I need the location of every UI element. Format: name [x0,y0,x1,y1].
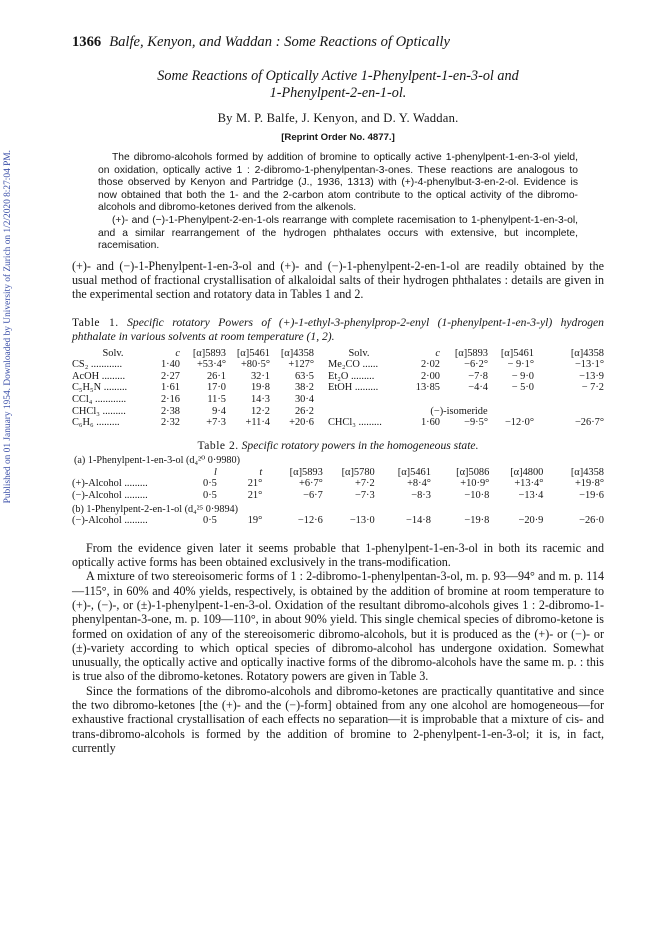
body-paragraph: A mixture of two stereoisomeric forms of 1 : 2-dibromo-1-phenylpentan-3-ol, m. p. 93—94° and m. p. 114—115°, in 60% and 40% yields, respectively, is obtained by the addition of bromine at room temperature to (+)-, (−)-, or (±)-1-phenylpent-1-en-3-ol. Oxidation of the resultant dibromo-alcohols gives 1 : 2-dibromo-1-phenylpentan-3-one, m. p. 109—110°, in about 90% yield. This single chemical species of dibromo-ketone is formed on oxidation of any of the stereoisomeric dibromo-alcohols, but it is produced as the (+)- or (−)- or (±)-variety according to which optical species of dibromo-alcohol has undergone oxidation. Somewhat unusually, the optically active and optically inactive forms of the dibromo-alcohols have the same m. p. : this is true also of the dibromo-ketones. Rotatory powers are given in Table 3. [72,569,604,684]
table-cell: Me₂CO ...... [328,359,379,371]
running-head [72,34,604,51]
table1-header: [α]5461 [236,347,270,359]
table-cell: C₆H₆ ......... [72,417,120,429]
table-cell: − 7·2 [581,382,604,394]
table1-header: [α]5893 [454,347,488,359]
table-cell: AcOH ......... [72,370,126,382]
body-paragraph: From the evidence given later it seems probable that 1-phenylpent-1-en-3-ol in both its racemic and optically active forms has been obtained exclusively in the trans-modification. [72,540,604,570]
table1-label: Table 1. [72,315,119,329]
table-cell: 13·85 [415,382,440,394]
table-cell: +11·4 [245,417,270,429]
table-cell: −13·1° [574,359,604,371]
table2-section-a: (a) 1-Phenylpent-1-en-3-ol (d₄²⁰ 0·9980) [74,454,240,466]
table1-header: [α]5461 [500,347,534,359]
table-cell: 11·5 [207,394,226,406]
table-cell: −13·0 [349,515,375,527]
table-cell: −6·2° [464,359,488,371]
table-cell: −26·7° [574,417,604,429]
body-paragraph: Since the formations of the dibromo-alcohols and dibromo-ketones are practically quantitative and since the two dibromo-ketones [the (+)- and the (−)-form] obtained from any one alcohol are homogeneous—for exhaustive fractional crystallisation of each effects no separation—it is improbable that a mixture of cis- and trans-dibromo-alcohols is formed by the addition of bromine to 2-phenylpent-1-en-3-ol; it is, in fact, currently [72,683,604,755]
table-cell: 14·3 [250,394,270,406]
table-cell: 2·00 [420,370,440,382]
table1-caption-text: Specific rotatory Powers of (+)-1-ethyl-3-phenylprop-2-enyl (1-phenylpent-1-en-3-yl) hydrogen phthalate in various solvents at room temperature (1, 2). [72,315,604,343]
table-cell: CHCl₃ ......... [328,417,382,429]
table-cell: 26·1 [206,370,226,382]
intro-section [72,259,604,302]
table1-header: Solv. [348,347,370,359]
table-cell: CCl₄ ............ [72,394,127,406]
table-cell: 38·2 [294,382,314,394]
table-cell: −7·8 [468,370,488,382]
table-row [72,371,604,383]
table2-header: [α]5086 [456,466,490,478]
table2-header: [α]5893 [289,466,323,478]
intro-paragraph: (+)- and (−)-1-Phenylpent-1-en-3-ol and (+)- and (−)-1-phenylpent-2-en-1-ol are readily obtained by the usual method of fractional crystallisation of alkaloidal salts of their hydrogen phthalates : details are given in the experimental section and rotatory data in Tables 1 and 2. [72,258,604,302]
reprint-order: [Reprint Order No. 4877.] [281,132,395,143]
table-cell: −13·4 [518,489,544,501]
table-cell: 1·61 [160,382,180,394]
table-cell: 9·4 [212,405,226,417]
table-cell: −12·0° [504,417,534,429]
table1-header: c [435,347,440,359]
table-cell: 19° [247,515,263,527]
table-cell: 21° [247,489,263,501]
isomeride-label: (−)-isomeride [430,405,488,417]
table-cell: −26·0 [579,515,604,527]
table2-header: [α]4358 [570,466,604,478]
table1-header: Solv. [102,347,124,359]
table-row [72,417,604,429]
article-title [72,68,604,102]
page-number: 1366 [72,34,102,50]
table-cell: CS₂ ............ [72,359,123,371]
table-cell: +53·4° [196,359,226,371]
table2-section-b: (b) 1-Phenylpent-2-en-1-ol (d₄²⁵ 0·9894) [72,503,239,515]
table1-header-row [72,348,604,360]
table-cell: +8·4° [407,478,431,490]
table-cell: +127° [288,359,314,371]
running-title: Balfe, Kenyon, and Waddan : Some Reactions of Optically [109,34,450,50]
table-cell: Et₂O ......... [328,370,375,382]
table-cell: − 9·0 [511,370,534,382]
table-cell: −14·8 [406,515,431,527]
table-cell: 1·60 [420,417,440,429]
table-cell: −6·7 [303,489,323,501]
table-cell: −9·5° [464,417,488,429]
table-cell: (−)-Alcohol ......... [72,489,148,501]
table-cell: 0·5 [203,489,217,501]
title-line-2: 1-Phenylpent-2-en-1-ol. [269,85,407,101]
table-cell: +13·4° [514,478,544,490]
table-cell: 2·38 [160,405,180,417]
table-cell: CHCl₃ ......... [72,405,126,417]
table2-header [72,467,189,479]
table-row [72,490,604,502]
table1-header: c [175,347,180,359]
table-cell: 1·40 [160,359,180,371]
table-cell: 0·5 [203,478,217,490]
table-cell: +7·2 [355,478,375,490]
title-line-1: Some Reactions of Optically Active 1-Phenylpent-1-en-3-ol and [157,68,519,84]
table-cell: +6·7° [298,478,323,490]
table-cell: +20·6 [289,417,314,429]
table2-section-b-row [72,502,604,516]
table-cell: +80·5° [240,359,270,371]
table-cell: −10·8 [464,489,490,501]
table-cell: 0·5 [203,515,217,527]
table-cell: 12·2 [250,405,270,417]
table-cell: 26·2 [294,405,314,417]
abstract [98,152,578,253]
table2-header: [α]5461 [397,466,431,478]
table1-header: [α]5893 [192,347,226,359]
table1-caption [72,316,604,344]
table-cell: −19·8 [464,515,490,527]
table-cell: −19·6 [579,489,604,501]
table-cell: −20·9 [518,515,544,527]
table1-header: [α]4358 [570,347,604,359]
body-section [72,541,604,755]
table-cell: 2·16 [160,394,180,406]
abstract-paragraph: The dibromo-alcohols formed by addition of bromine to optically active 1-phenylpent-1-en-3-ol yield, on oxidation, optically active 1 : 2-dibromo-1-phenylpentan-3-ones. These reactions are analogous to those observed by Kenyon and Partridge (J., 1936, 1313) with (+)-4-phenylbut-3-en-2-ol. Evidence is now obtained that both the 1- and the 2-carbon atom contribute to the optical activity of the dibromo-alcohols and dibromo-ketones derived from the alkenols. [98,152,578,214]
table-cell: −8·3 [411,489,431,501]
table2-header: l [213,466,217,478]
table-row [72,478,604,490]
table-cell: 32·1 [250,370,270,382]
table-cell: +19·8° [574,478,604,490]
page [72,34,604,755]
table-row [72,359,604,371]
table-row [72,382,604,394]
table-cell: −7·3 [355,489,375,501]
table-cell: +10·9° [460,478,490,490]
table-cell: 19·8 [250,382,270,394]
table-cell: EtOH ......... [328,382,379,394]
table2-caption [72,439,604,453]
table-cell: (+)-Alcohol ......... [72,478,148,490]
authors: By M. P. Balfe, J. Kenyon, and D. Y. Waddan. [217,111,459,125]
table-cell: 2·02 [420,359,440,371]
table-row [72,394,604,406]
table2-header-row [72,467,604,479]
table-cell: 63·5 [294,370,314,382]
table2-caption-text: Specific rotatory powers in the homogeneous state. [241,438,479,452]
table-cell: −4·4 [468,382,488,394]
table-cell: 17·0 [206,382,226,394]
table2-header: [α]4800 [510,466,544,478]
table-cell: C₅H₅N ......... [72,382,128,394]
abstract-paragraph: (+)- and (−)-1-Phenylpent-2-en-1-ols rearrange with complete racemisation to 1-phenylpent-1-en-3-ol, and a similar rearrangement of the hydrogen phthalates occurs with extensive, but incomplete, racemisation. [98,214,578,252]
table-cell: 2·32 [160,417,180,429]
table2-header: t [259,466,263,478]
table-cell: − 5·0 [511,382,534,394]
table-cell: − 9·1° [507,359,534,371]
table1-header: [α]4358 [280,347,314,359]
table1 [72,348,604,429]
table-cell: 30·4 [294,394,314,406]
table2-label: Table 2. [197,438,239,452]
table-row [72,515,604,527]
table-cell: +7·3 [206,417,226,429]
table-cell: (−)-Alcohol ......... [72,515,148,527]
download-notice: Published on 01 January 1954. Downloaded by University of Zurich on 1/2/2020 8:27:04 PM. [3,150,13,504]
table-cell: 2·27 [160,370,180,382]
table-cell: 21° [247,478,263,490]
table-row [72,406,604,418]
table2 [72,467,604,527]
table-cell: −13·9 [579,370,604,382]
table2-header: [α]5780 [341,466,375,478]
table-cell: −12·6 [297,515,323,527]
